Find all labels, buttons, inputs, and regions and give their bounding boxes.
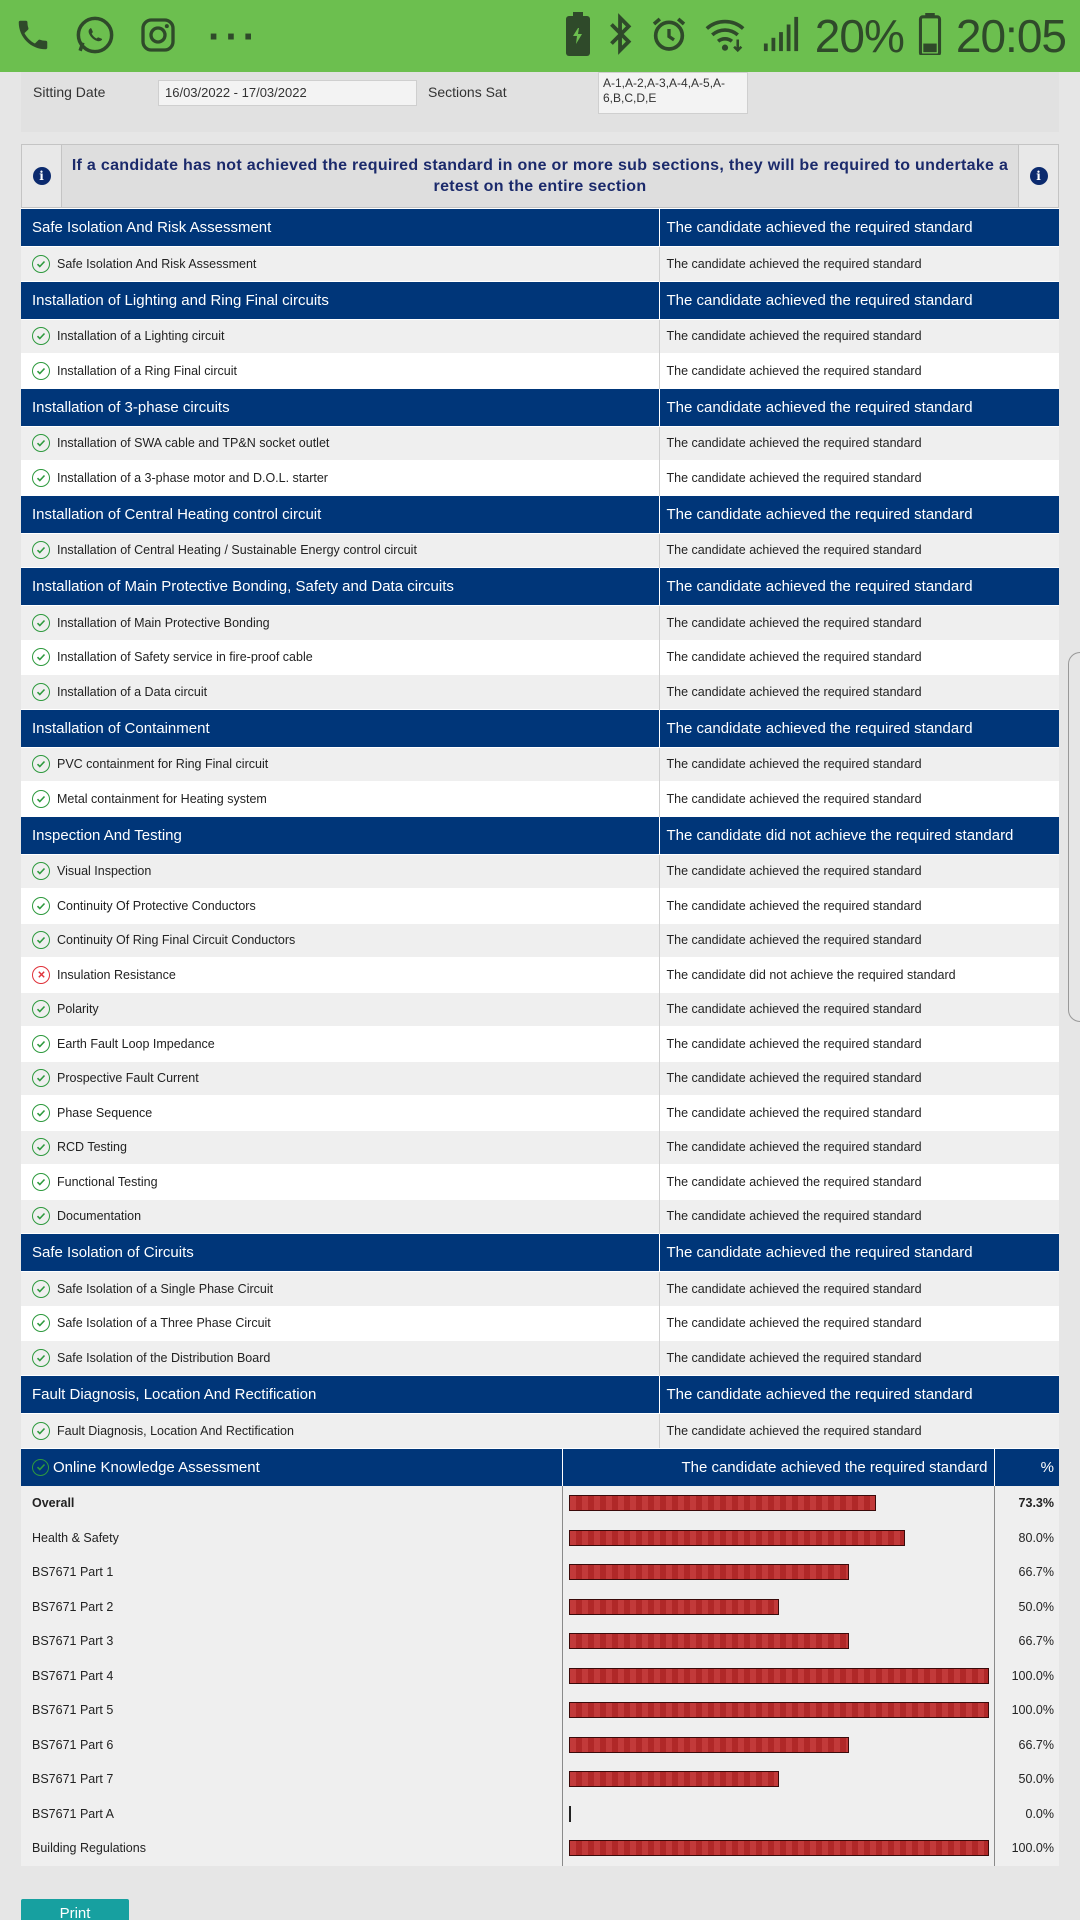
section-result: The candidate achieved the required standard [659, 388, 1059, 426]
subsection-result: The candidate achieved the required standard [659, 1130, 1059, 1165]
subsection-name: Continuity Of Ring Final Circuit Conductors [57, 933, 296, 948]
subsection-row [21, 854, 1059, 889]
results-panel [21, 72, 1059, 1866]
score-bar [569, 1840, 989, 1856]
score-bar [569, 1737, 849, 1753]
section-title: Inspection And Testing [21, 816, 659, 854]
check-icon [32, 1349, 50, 1367]
status-bar [0, 0, 1080, 72]
check-icon [32, 541, 50, 559]
subsection-row [21, 992, 1059, 1027]
check-icon [32, 1280, 50, 1298]
knowledge-label: BS7671 Part 6 [21, 1728, 562, 1763]
subsection-row [21, 1413, 1059, 1448]
check-icon [32, 1035, 50, 1053]
section-header-row [21, 209, 1059, 247]
section-header-row [21, 568, 1059, 606]
sections-sat-label: Sections Sat [428, 84, 507, 100]
subsection-result: The candidate achieved the required standard [659, 1272, 1059, 1307]
check-icon [32, 755, 50, 773]
percent-header: % [994, 1448, 1059, 1486]
check-icon [32, 1069, 50, 1087]
subsection-result: The candidate achieved the required standard [659, 426, 1059, 461]
knowledge-label: Health & Safety [21, 1521, 562, 1556]
check-icon [32, 255, 50, 273]
check-icon [32, 931, 50, 949]
section-header-row [21, 709, 1059, 747]
subsection-row [21, 1199, 1059, 1234]
instagram-icon [138, 15, 178, 60]
sitting-date-field: 16/03/2022 - 17/03/2022 [158, 80, 417, 106]
section-title: Installation of Lighting and Ring Final circuits [21, 281, 659, 319]
subsection-result: The candidate achieved the required standard [659, 1199, 1059, 1234]
subsection-result: The candidate achieved the required standard [659, 1341, 1059, 1376]
subsection-result: The candidate achieved the required standard [659, 1027, 1059, 1062]
subsection-row [21, 426, 1059, 461]
knowledge-row [21, 1831, 1059, 1866]
score-bar-track [569, 1564, 989, 1580]
battery-saver-icon [563, 12, 593, 61]
score-bar-track [569, 1737, 989, 1753]
section-result: The candidate achieved the required standard [659, 709, 1059, 747]
check-icon [32, 434, 50, 452]
subsection-result: The candidate achieved the required standard [659, 354, 1059, 389]
battery-percent: 20% [814, 10, 904, 62]
knowledge-percent: 100.0% [994, 1693, 1059, 1728]
info-icon: i [33, 167, 51, 185]
subsection-row [21, 1306, 1059, 1341]
check-icon [32, 648, 50, 666]
check-icon [32, 1459, 49, 1476]
knowledge-percent: 100.0% [994, 1659, 1059, 1694]
subsection-row [21, 782, 1059, 817]
subsection-result: The candidate achieved the required standard [659, 461, 1059, 496]
subsection-name: Prospective Fault Current [57, 1071, 199, 1086]
phone-icon [14, 15, 52, 60]
knowledge-percent: 80.0% [994, 1521, 1059, 1556]
knowledge-row [21, 1590, 1059, 1625]
knowledge-label: BS7671 Part 3 [21, 1624, 562, 1659]
info-icon: i [1030, 167, 1048, 185]
subsection-row [21, 1272, 1059, 1307]
score-bar-track [569, 1633, 989, 1649]
section-header-row [21, 816, 1059, 854]
knowledge-percent: 100.0% [994, 1831, 1059, 1866]
subsection-row [21, 1341, 1059, 1376]
check-icon [32, 897, 50, 915]
section-result: The candidate achieved the required standard [659, 1375, 1059, 1413]
subsection-result: The candidate achieved the required standard [659, 675, 1059, 710]
knowledge-row [21, 1762, 1059, 1797]
subsection-result: The candidate achieved the required standard [659, 1165, 1059, 1200]
subsection-name: Earth Fault Loop Impedance [57, 1036, 215, 1051]
knowledge-row [21, 1624, 1059, 1659]
score-bar [569, 1668, 989, 1684]
subsection-result: The candidate achieved the required standard [659, 1061, 1059, 1096]
subsection-row [21, 354, 1059, 389]
section-title: Installation of 3-phase circuits [21, 388, 659, 426]
check-icon [32, 1207, 50, 1225]
score-bar [569, 1702, 989, 1718]
section-title: Fault Diagnosis, Location And Rectification [21, 1375, 659, 1413]
knowledge-label: BS7671 Part 1 [21, 1555, 562, 1590]
score-bar-track [569, 1668, 989, 1684]
knowledge-title: Online Knowledge Assessment [53, 1458, 260, 1476]
subsection-name: Fault Diagnosis, Location And Rectification [57, 1423, 294, 1438]
subsection-name: Continuity Of Protective Conductors [57, 898, 256, 913]
subsection-result: The candidate achieved the required standard [659, 782, 1059, 817]
score-bar [569, 1633, 849, 1649]
knowledge-label: Building Regulations [21, 1831, 562, 1866]
alarm-icon [649, 13, 689, 60]
knowledge-percent: 66.7% [994, 1555, 1059, 1590]
check-icon [32, 1000, 50, 1018]
subsection-result: The candidate achieved the required standard [659, 1306, 1059, 1341]
score-bar [569, 1771, 779, 1787]
score-bar [569, 1530, 905, 1546]
knowledge-row [21, 1693, 1059, 1728]
knowledge-percent: 50.0% [994, 1762, 1059, 1797]
section-result: The candidate achieved the required standard [659, 568, 1059, 606]
subsection-row [21, 1130, 1059, 1165]
section-title: Installation of Containment [21, 709, 659, 747]
subsection-result: The candidate achieved the required standard [659, 923, 1059, 958]
practical-results-table [21, 208, 1059, 1448]
score-bar-track [569, 1840, 989, 1856]
knowledge-percent: 73.3% [994, 1486, 1059, 1521]
check-icon [32, 469, 50, 487]
subsection-row [21, 319, 1059, 354]
section-header-row [21, 388, 1059, 426]
score-bar-track [569, 1702, 989, 1718]
cross-icon [32, 966, 50, 984]
sitting-date-label: Sitting Date [33, 84, 106, 100]
subsection-row [21, 1165, 1059, 1200]
side-panel-handle[interactable] [1068, 652, 1080, 1022]
score-bar [569, 1564, 849, 1580]
subsection-row [21, 247, 1059, 282]
knowledge-label: BS7671 Part 4 [21, 1659, 562, 1694]
retest-notice-text: If a candidate has not achieved the required standard in one or more sub sections, they will be required to undertake a retest on the entire section [71, 157, 1009, 195]
score-bar-track [569, 1530, 989, 1546]
knowledge-result: The candidate achieved the required standard [562, 1448, 994, 1486]
clock: 20:05 [955, 10, 1066, 62]
subsection-name: Installation of Safety service in fire-proof cable [57, 650, 313, 665]
subsection-row [21, 461, 1059, 496]
subsection-row [21, 606, 1059, 641]
knowledge-row [21, 1555, 1059, 1590]
whatsapp-icon [74, 14, 116, 61]
subsection-row [21, 923, 1059, 958]
knowledge-row [21, 1521, 1059, 1556]
section-title: Safe Isolation of Circuits [21, 1234, 659, 1272]
section-result: The candidate did not achieve the required standard [659, 816, 1059, 854]
check-icon [32, 1173, 50, 1191]
knowledge-row [21, 1659, 1059, 1694]
subsection-result: The candidate achieved the required standard [659, 992, 1059, 1027]
check-icon [32, 362, 50, 380]
knowledge-percent: 66.7% [994, 1728, 1059, 1763]
subsection-name: Installation of Main Protective Bonding [57, 615, 270, 630]
check-icon [32, 683, 50, 701]
bluetooth-icon [607, 13, 635, 60]
subsection-row [21, 958, 1059, 993]
score-bar-track [569, 1495, 989, 1511]
subsection-name: Installation of a Lighting circuit [57, 329, 225, 344]
section-title: Installation of Central Heating control circuit [21, 495, 659, 533]
sitting-info [21, 72, 1059, 132]
subsection-result: The candidate achieved the required standard [659, 319, 1059, 354]
knowledge-header-row [21, 1448, 1059, 1486]
subsection-name: Installation of Central Heating / Sustainable Energy control circuit [57, 543, 417, 558]
signal-icon [761, 15, 801, 58]
subsection-name: Safe Isolation And Risk Assessment [57, 256, 257, 271]
subsection-name: Safe Isolation of a Three Phase Circuit [57, 1316, 271, 1331]
section-header-row [21, 1234, 1059, 1272]
subsection-row [21, 675, 1059, 710]
subsection-result: The candidate achieved the required standard [659, 247, 1059, 282]
print-button[interactable]: Print [21, 1899, 129, 1920]
subsection-name: Phase Sequence [57, 1105, 153, 1120]
subsection-result: The candidate achieved the required standard [659, 854, 1059, 889]
subsection-name: Documentation [57, 1209, 142, 1224]
section-result: The candidate achieved the required standard [659, 1234, 1059, 1272]
knowledge-percent: 50.0% [994, 1590, 1059, 1625]
battery-icon [918, 13, 942, 60]
check-icon [32, 327, 50, 345]
subsection-result: The candidate did not achieve the required standard [659, 958, 1059, 993]
more-icon: ··· [208, 15, 260, 59]
section-header-row [21, 281, 1059, 319]
subsection-name: Polarity [57, 1002, 99, 1017]
subsection-result: The candidate achieved the required standard [659, 640, 1059, 675]
subsection-row [21, 640, 1059, 675]
knowledge-label: BS7671 Part 5 [21, 1693, 562, 1728]
score-bar [569, 1495, 877, 1511]
subsection-result: The candidate achieved the required standard [659, 606, 1059, 641]
section-result: The candidate achieved the required standard [659, 281, 1059, 319]
subsection-name: Metal containment for Heating system [57, 791, 267, 806]
subsection-name: Installation of a Ring Final circuit [57, 363, 237, 378]
knowledge-label: BS7671 Part 2 [21, 1590, 562, 1625]
check-icon [32, 1138, 50, 1156]
check-icon [32, 862, 50, 880]
score-bar-track [569, 1771, 989, 1787]
knowledge-percent: 66.7% [994, 1624, 1059, 1659]
check-icon [32, 1104, 50, 1122]
section-title: Installation of Main Protective Bonding, Safety and Data circuits [21, 568, 659, 606]
score-bar [569, 1806, 571, 1822]
subsection-row [21, 1096, 1059, 1131]
subsection-name: Insulation Resistance [57, 967, 176, 982]
subsection-name: Functional Testing [57, 1174, 158, 1189]
wifi-icon [703, 14, 747, 59]
check-icon [32, 1422, 50, 1440]
subsection-result: The candidate achieved the required standard [659, 1413, 1059, 1448]
knowledge-row [21, 1797, 1059, 1832]
subsection-row [21, 1061, 1059, 1096]
section-header-row [21, 1375, 1059, 1413]
knowledge-assessment-table [21, 1448, 1059, 1866]
subsection-result: The candidate achieved the required standard [659, 747, 1059, 782]
section-title: Safe Isolation And Risk Assessment [21, 209, 659, 247]
retest-notice [21, 144, 1059, 208]
subsection-name: Safe Isolation of the Distribution Board [57, 1350, 271, 1365]
subsection-name: Safe Isolation of a Single Phase Circuit [57, 1281, 274, 1296]
subsection-result: The candidate achieved the required standard [659, 533, 1059, 568]
section-header-row [21, 495, 1059, 533]
subsection-row [21, 533, 1059, 568]
subsection-name: Installation of SWA cable and TP&N socket outlet [57, 436, 330, 451]
knowledge-label: Overall [21, 1486, 562, 1521]
subsection-row [21, 1027, 1059, 1062]
knowledge-label: BS7671 Part 7 [21, 1762, 562, 1797]
score-bar-track [569, 1806, 989, 1822]
section-result: The candidate achieved the required standard [659, 209, 1059, 247]
knowledge-row [21, 1486, 1059, 1521]
section-result: The candidate achieved the required standard [659, 495, 1059, 533]
check-icon [32, 790, 50, 808]
subsection-result: The candidate achieved the required standard [659, 889, 1059, 924]
check-icon [32, 1314, 50, 1332]
subsection-row [21, 889, 1059, 924]
score-bar-track [569, 1599, 989, 1615]
score-bar [569, 1599, 779, 1615]
knowledge-percent: 0.0% [994, 1797, 1059, 1832]
subsection-name: Installation of a Data circuit [57, 684, 208, 699]
subsection-name: RCD Testing [57, 1140, 127, 1155]
knowledge-label: BS7671 Part A [21, 1797, 562, 1832]
sections-sat-field: A-1,A-2,A-3,A-4,A-5,A-6,B,C,D,E [598, 72, 748, 114]
check-icon [32, 614, 50, 632]
subsection-name: Installation of a 3-phase motor and D.O.L. starter [57, 470, 328, 485]
subsection-name: PVC containment for Ring Final circuit [57, 757, 269, 772]
subsection-row [21, 747, 1059, 782]
knowledge-row [21, 1728, 1059, 1763]
subsection-name: Visual Inspection [57, 864, 152, 879]
subsection-result: The candidate achieved the required standard [659, 1096, 1059, 1131]
